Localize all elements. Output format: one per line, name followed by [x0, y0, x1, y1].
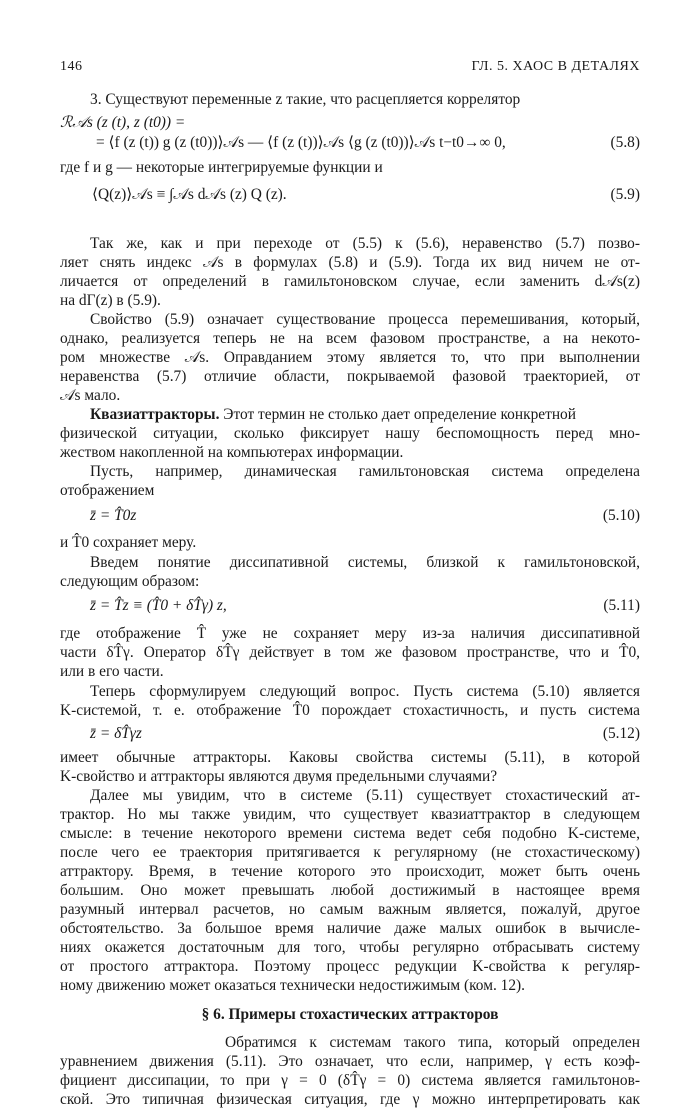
text-line: на dΓ(z) в (5.9). [60, 292, 161, 309]
text-line: фициент диссипации, то при γ = 0 (δT̂γ = 0) система является гамильтонов- [60, 1072, 640, 1089]
text-line: 𝒜s мало. [60, 387, 121, 404]
text-line: ром множестве 𝒜s. Оправданием этому является то, что при выполнении [60, 349, 640, 366]
text-line: обстоятельство. За большое время наличие даже малых ошибок в вычисле- [60, 920, 640, 937]
text-line: ниях окажется достаточным для того, чтобы регулярно отбрасывать систему [60, 939, 640, 956]
running-title: ГЛ. 5. ХАОС В ДЕТАЛЯХ [471, 59, 640, 74]
text-line: трактор. Но мы также увидим, что существует квазиаттрактор в следующем [60, 806, 640, 823]
text-line: K-свойство и аттракторы являются двумя предельными случаями? [60, 768, 498, 785]
text-line: от простого аттрактора. Поэтому процесс редукции K-свойства к регуляр- [60, 958, 640, 975]
text-line: или в его части. [60, 663, 164, 680]
paragraph-heading: Квазиаттракторы. [90, 406, 220, 423]
text-line: Так же, как и при переходе от (5.5) к (5.6), неравенство (5.7) позво- [90, 235, 640, 252]
text-line: однако, реализуется теперь не на всем фазовом пространстве, а на некото- [60, 330, 640, 347]
text-line: личается от определений в гамильтоновском случае, если заменить d𝒜s(z) [60, 273, 640, 290]
text-line: Далее мы увидим, что в системе (5.11) существует стохастический ат- [90, 787, 640, 804]
text-line: отображением [60, 482, 155, 499]
text-line: Пусть, например, динамическая гамильтоновская система определена [90, 463, 640, 480]
text-line: неравенства (5.7) отличие области, покрываемой фазовой траекторией, от [60, 368, 640, 385]
text-line: ляет снять индекс 𝒜s в формулах (5.8) и (5.9). Тогда их вид ничем не от- [60, 254, 640, 271]
text-line: разумный интервал расчетов, но самым важным является, пожалуй, другое [60, 901, 640, 918]
text-line: Свойство (5.9) означает существование процесса перемешивания, который, [90, 311, 640, 328]
equation-line: ⟨Q(z)⟩𝒜s ≡ ∫𝒜s d𝒜s (z) Q (z). (5.9) [92, 186, 640, 203]
text-line: после чего ее траектория притягивается к регулярному (не стохастическому) [60, 844, 640, 861]
text-line: аттрактору. Время, в течение которого это происходит, может быть очень [60, 863, 640, 880]
equation-number: (5.8) [610, 134, 640, 151]
text-line: Введем понятие диссипативной системы, близкой к гамильтоновской, [90, 554, 640, 571]
equation-number: (5.12) [602, 725, 640, 742]
text-line: где отображение T̂ уже не сохраняет меру из-за наличия диссипативной [60, 625, 640, 642]
text-line: ному движению может оказаться технически недостижимым (ком. 12). [60, 977, 526, 994]
page-number: 146 [60, 59, 83, 74]
equation-line: z̄ = T̂0z (5.10) [90, 507, 640, 524]
equation-line: z̄ = δT̂γz (5.12) [90, 725, 640, 742]
text-line: смысле: в течение некоторого времени система ведет себя подобно K-системе, [60, 825, 640, 842]
section-heading: § 6. Примеры стохастических аттракторов [201, 1006, 499, 1023]
text-line: где f и g — некоторые интегрируемые функции и [60, 159, 383, 176]
text-line: жеством накопленной на компьютерах информации. [60, 444, 404, 461]
text-line: 3. Существуют переменные z такие, что расцепляется коррелятор [90, 91, 521, 108]
text-line: K-системой, т. е. отображение T̂0 порождает стохастичность, и пусть система [60, 702, 640, 719]
text-line: имеет обычные аттракторы. Каковы свойства системы (5.11), в которой [60, 749, 640, 766]
equation-line: z̄ = T̂z ≡ (T̂0 + δT̂γ) z, (5.11) [90, 597, 640, 614]
text-line: и T̂0 сохраняет меру. [60, 534, 197, 551]
text-line: физической ситуации, сколько фиксирует нашу беспомощность перед мно- [60, 425, 640, 442]
equation-line: ℛ𝒜s (z (t), z (t0)) = [60, 114, 186, 131]
equation-number: (5.11) [603, 597, 640, 614]
text-line: Квазиаттракторы. Этот термин не столько дает определение конкретной [90, 406, 576, 423]
text-line: Обратимся к системам такого типа, который определен [225, 1034, 640, 1051]
equation-line: = ⟨f (z (t)) g (z (t0))⟩𝒜s — ⟨f (z (t))⟩𝒜s ⟨g (z (t0))⟩𝒜s t−t0→∞ 0, (5.8) [96, 134, 640, 151]
text-line: большим. Оно может превышать любой достижимый в настоящее время [60, 882, 640, 899]
text-line: Теперь сформулируем следующий вопрос. Пусть система (5.10) является [90, 683, 640, 700]
page-header [60, 57, 640, 76]
text-line: части δT̂γ. Оператор δT̂γ действует в том же фазовом пространстве, что и T̂0, [60, 644, 640, 661]
equation-number: (5.9) [610, 186, 640, 203]
text-line: уравнением движения (5.11). Это означает, что если, например, γ есть коэф- [60, 1053, 640, 1070]
text-line: следующим образом: [60, 573, 200, 590]
text-line: ской. Это типичная физическая ситуация, где γ можно интерпретировать как [60, 1091, 640, 1108]
equation-number: (5.10) [602, 507, 640, 524]
